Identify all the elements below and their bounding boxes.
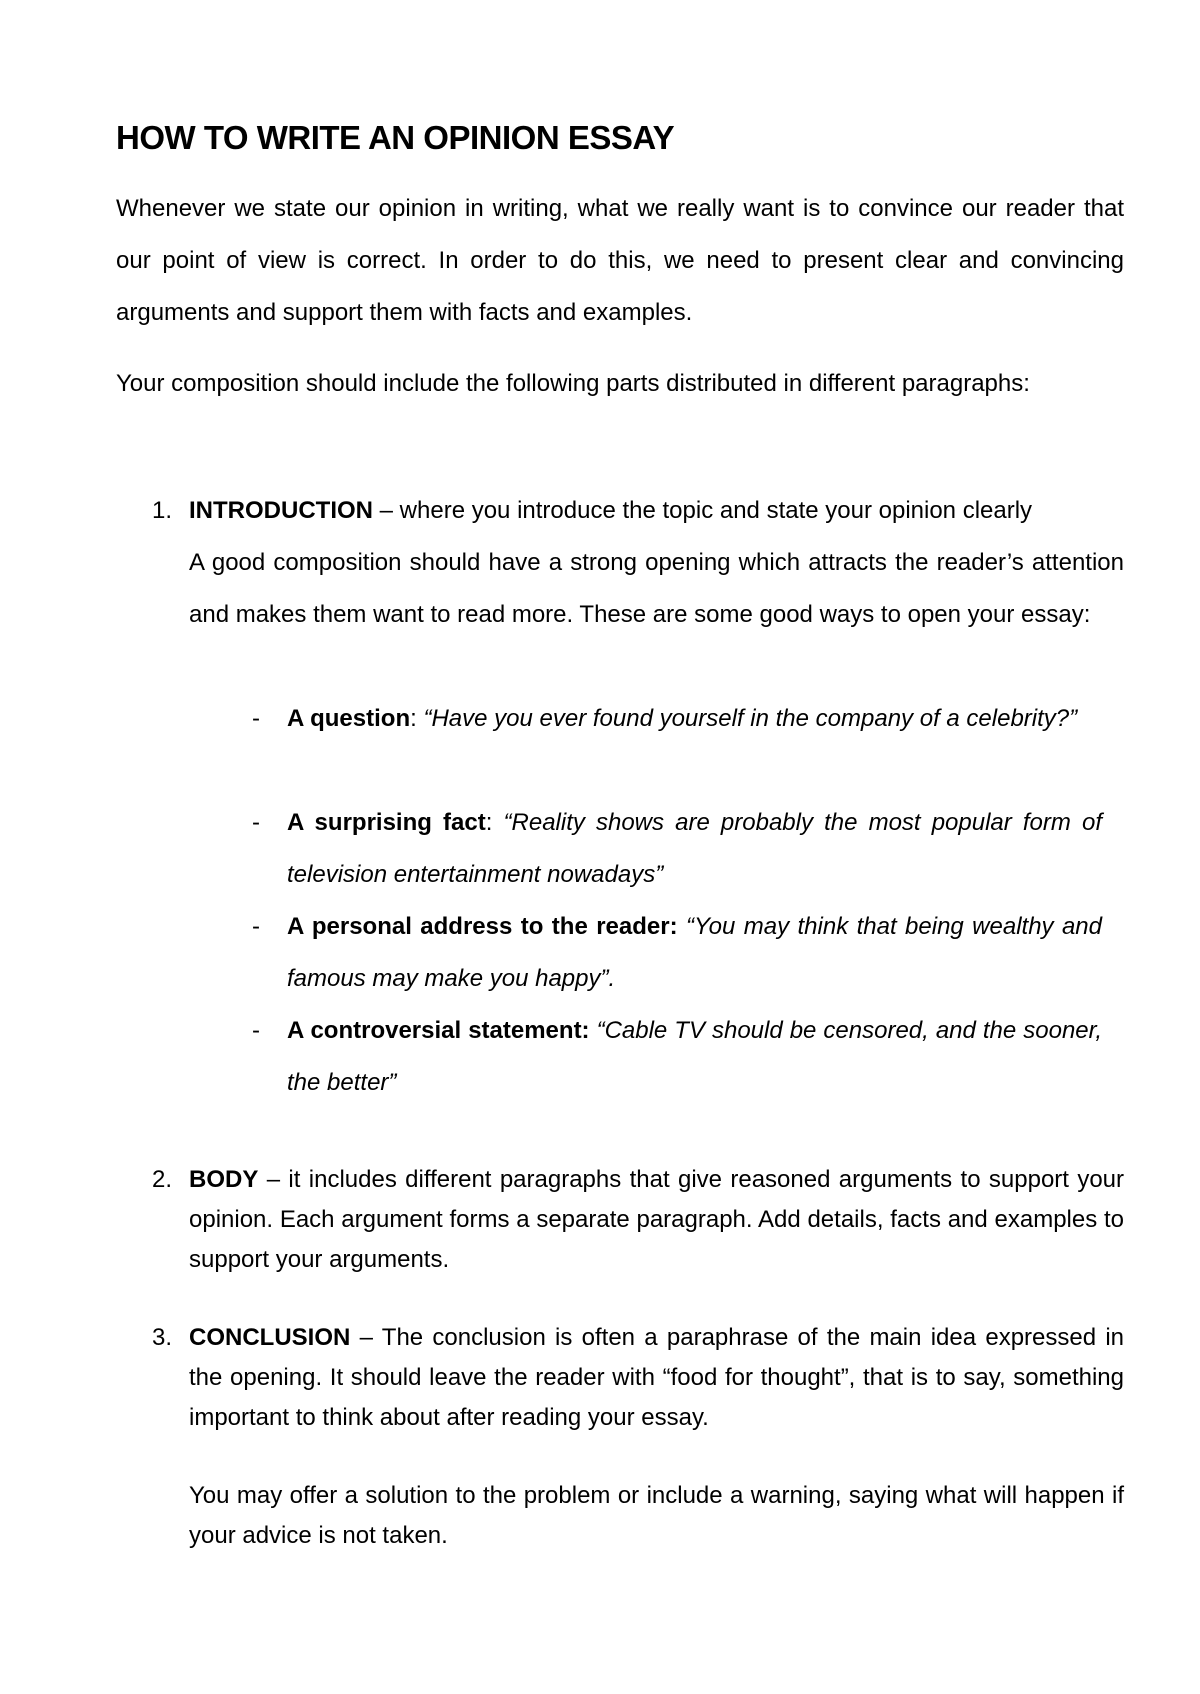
body-heading: BODY bbox=[189, 1166, 259, 1193]
introduction-text: where you introduce the topic and state your opinion clearly bbox=[399, 497, 1033, 524]
introduction-heading-line bbox=[189, 485, 1124, 537]
intro-paragraph: Whenever we state our opinion in writing, what we really want is to convince our reader that our point of view is correct. In order to do this, we need to present clear and convincing arguments and support them with facts and examples. bbox=[116, 195, 1124, 326]
sub-item-text bbox=[287, 1005, 1102, 1109]
introduction-detail: A good composition should have a strong opening which attracts the reader’s attention and makes them want to read more. These are some good ways to open your essay: bbox=[189, 549, 1124, 628]
sub-item-quote: “You may think that being wealthy and famous may make you happy”. bbox=[287, 913, 1102, 992]
list-item-body bbox=[189, 1318, 1124, 1438]
page-title: HOW TO WRITE AN OPINION ESSAY bbox=[116, 119, 675, 156]
list-number: 2. bbox=[152, 1166, 173, 1193]
sub-item-quote: “Have you ever found yourself in the company of a celebrity?” bbox=[423, 705, 1078, 732]
conclusion-text: The conclusion is often a paraphrase of the main idea expressed in the opening. It should leave the reader with “food for thought”, that is to say, something important to think about after reading your essay. bbox=[189, 1324, 1125, 1431]
sub-item-question bbox=[252, 693, 1102, 797]
list-item-body bbox=[189, 1160, 1124, 1280]
parts-paragraph: Your composition should include the following parts distributed in different paragraphs: bbox=[116, 370, 1030, 397]
dash-bullet: - bbox=[252, 1017, 260, 1044]
sub-item-text bbox=[287, 693, 1102, 745]
sub-item-quote: “Cable TV should be censored, and the sooner, the better” bbox=[287, 1017, 1102, 1096]
list-item-body bbox=[189, 485, 1124, 1096]
sub-item-label: A question bbox=[287, 705, 411, 732]
heading-separator: – bbox=[258, 1166, 289, 1193]
sub-item-label: A surprising fact bbox=[287, 809, 486, 836]
heading-separator: – bbox=[350, 1324, 382, 1351]
sub-item-label: A controversial statement: bbox=[287, 1017, 590, 1044]
sub-item-text bbox=[287, 901, 1102, 1005]
dash-bullet: - bbox=[252, 809, 260, 836]
sub-item-text bbox=[287, 797, 1102, 901]
conclusion-heading: CONCLUSION bbox=[189, 1324, 351, 1351]
closing-paragraph: You may offer a solution to the problem or include a warning, saying what will happen if your advice is not taken. bbox=[189, 1482, 1124, 1549]
sub-item-colon bbox=[590, 1017, 597, 1044]
sub-item-quote: “Reality shows are probably the most popular form of television entertainment nowadays” bbox=[287, 809, 1103, 888]
heading-separator: – bbox=[372, 497, 400, 524]
sub-item-colon bbox=[678, 913, 686, 940]
introduction-heading: INTRODUCTION bbox=[189, 497, 373, 524]
sub-item-surprising-fact bbox=[252, 797, 1103, 901]
list-number: 3. bbox=[152, 1324, 173, 1351]
dash-bullet: - bbox=[252, 913, 260, 940]
sub-item-controversial-statement bbox=[252, 1005, 1102, 1109]
body-text: it includes different paragraphs that give reasoned arguments to support your opinion. Each argument forms a separate paragraph. Add details, facts and examples to support your arguments. bbox=[189, 1166, 1124, 1273]
sub-item-colon: : bbox=[485, 809, 504, 836]
sub-item-colon: : bbox=[410, 705, 424, 732]
opening-ways-list bbox=[252, 693, 1103, 1109]
sub-item-label: A personal address to the reader: bbox=[287, 913, 678, 940]
sub-item-personal-address bbox=[252, 901, 1102, 1005]
dash-bullet: - bbox=[252, 705, 260, 732]
list-number: 1. bbox=[152, 497, 173, 524]
